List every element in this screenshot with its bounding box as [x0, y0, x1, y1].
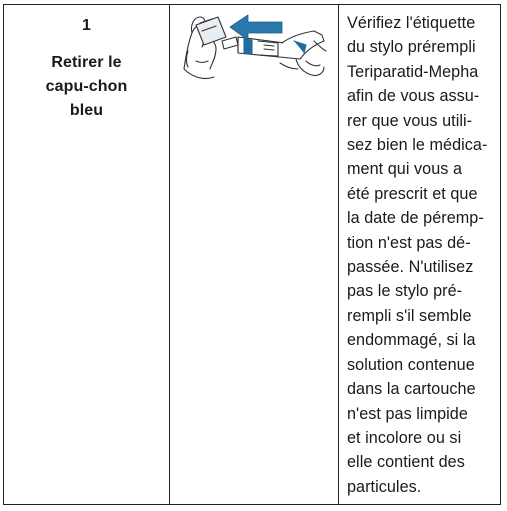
instruction-line: été prescrit et que: [347, 184, 478, 203]
instruction-line: la date de péremp-: [347, 209, 484, 228]
step-cell: [4, 5, 169, 504]
instruction-line: Vérifiez l'étiquette: [347, 14, 476, 32]
instruction-line: rer que vous utili-: [347, 111, 473, 130]
instruction-line: tion n'est pas dé-: [347, 233, 471, 252]
instruction-line: du stylo prérempli: [347, 38, 476, 57]
instructions-cell: [338, 5, 500, 504]
remove-blue-cap-illustration-icon: [182, 11, 328, 89]
step-number: 1: [82, 17, 91, 34]
instruction-line: passée. N'utilisez: [347, 258, 474, 277]
instruction-line: rempli s'il semble: [347, 306, 472, 325]
instruction-line: pas le stylo pré-: [347, 282, 463, 301]
illustration-cell: [169, 5, 338, 504]
arrow-left-icon: [230, 15, 282, 40]
instruction-line: n'est pas limpide: [347, 404, 468, 423]
instruction-line: particules.: [347, 477, 422, 496]
instruction-line: elle contient des: [347, 453, 465, 472]
instruction-line: solution contenue: [347, 355, 475, 374]
instruction-line: sez bien le médica-: [347, 136, 488, 155]
step-table: [3, 4, 501, 505]
instruction-line: et incolore ou si: [347, 428, 462, 447]
instruction-line: dans la cartouche: [347, 380, 476, 399]
instruction-line: afin de vous assu-: [347, 87, 480, 106]
instruction-line: Teriparatid-Mepha: [347, 62, 479, 81]
step-title: Retirer le capu-chon bleu: [45, 54, 128, 119]
instruction-line: endommagé, si la: [347, 331, 476, 350]
instruction-line: ment qui vous a: [347, 160, 463, 179]
